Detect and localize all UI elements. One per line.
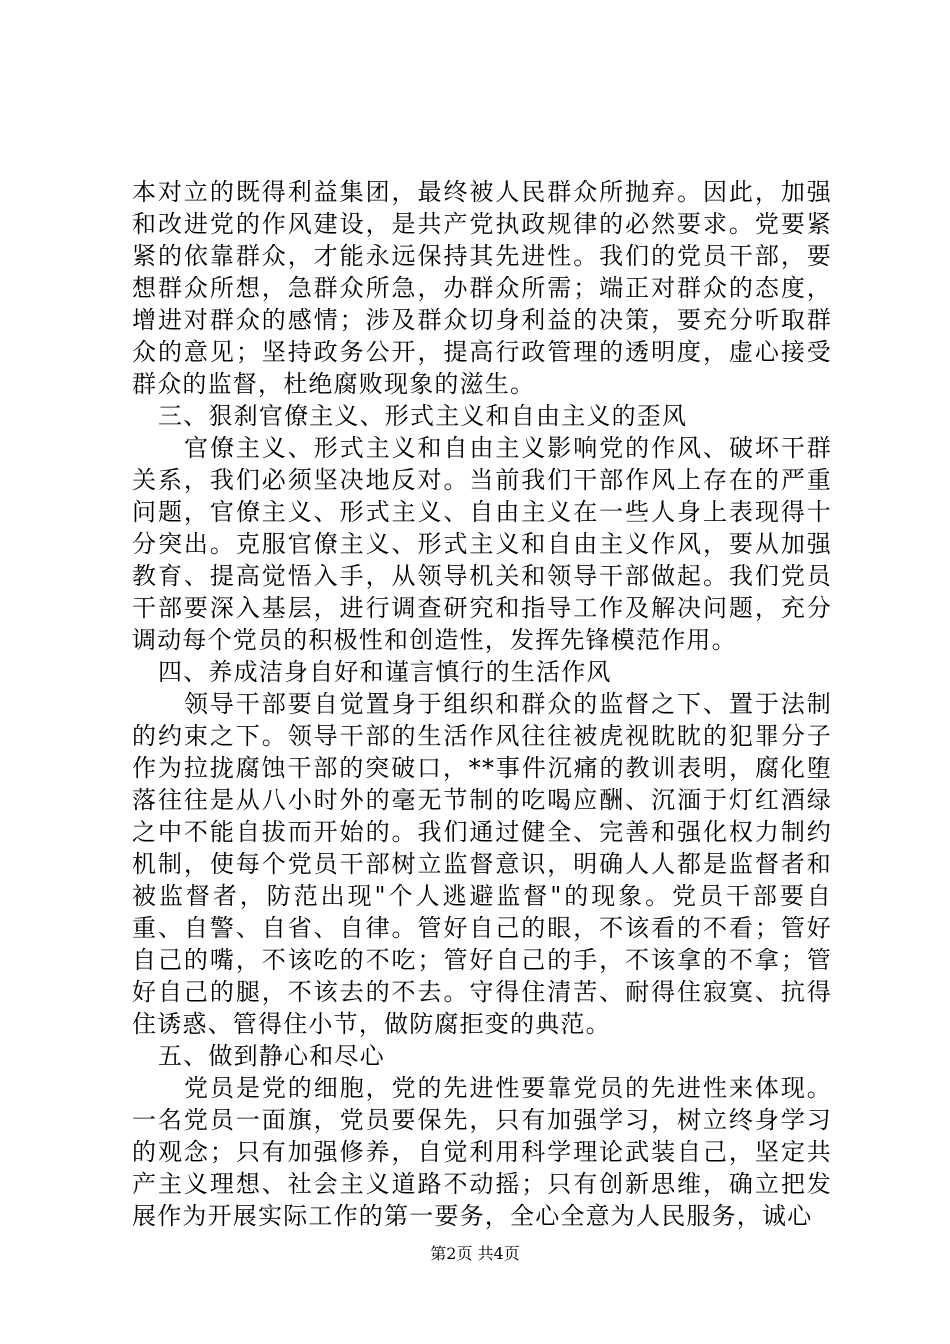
paragraph-section-5: 党员是党的细胞，党的先进性要靠党员的先进性来体现。一名党员一面旗，党员要保先，只有加强学习，树立终身学习的观念；只有加强修养，自觉利用科学理论武装自己，坚定共产主义理想、社会主义道路不动摇；只有创新思维，确立把发展作为开展实际工作的第一要务，全心全意为人民服务，诚心 (132, 1074, 832, 1230)
page-footer: 第2页 共4页 (430, 1244, 520, 1263)
section-heading-3: 三、狠刹官僚主义、形式主义和自由主义的歪风 (158, 402, 688, 430)
section-heading-4: 四、养成洁身自好和谨言慎行的生活作风 (158, 658, 612, 686)
paragraph-section-3: 官僚主义、形式主义和自由主义影响党的作风、破坏干群关系，我们必须坚决地反对。当前我们干部作风上存在的严重问题，官僚主义、形式主义、自由主义在一些人身上表现得十分突出。克服官僚主义、形式主义和自由主义作风，要从加强教育、提高觉悟入手，从领导机关和领导干部做起。我们党员干部要深入基层，进行调查研究和指导工作及解决问题，充分调动每个党员的积极性和创造性，发挥先锋模范作用。 (132, 434, 832, 654)
paragraph-continuation: 本对立的既得利益集团，最终被人民群众所抛弃。因此，加强和改进党的作风建设，是共产党执政规律的必然要求。党要紧紧的依靠群众，才能永远保持其先进性。我们的党员干部，要想群众所想，急群众所急，办群众所需；端正对群众的态度，增进对群众的感情；涉及群众切身利益的决策，要充分听取群众的意见；坚持政务公开，提高行政管理的透明度，虚心接受群众的监督，杜绝腐败现象的滋生。 (132, 178, 832, 398)
paragraph-section-4: 领导干部要自觉置身于组织和群众的监督之下、置于法制的约束之下。领导干部的生活作风往往被虎视眈眈的犯罪分子作为拉拢腐蚀干部的突破口，**事件沉痛的教训表明，腐化堕落往往是从八小时外的毫无节制的吃喝应酬、沉湎于灯红酒绿之中不能自拔而开始的。我们通过健全、完善和强化权力制约机制，使每个党员干部树立监督意识，明确人人都是监督者和被监督者，防范出现"个人逃避监督"的现象。党员干部要自重、自警、自省、自律。管好自己的眼，不该看的不看；管好自己的嘴，不该吃的不吃；管好自己的手，不该拿的不拿；管好自己的腿，不该去的不去。守得住清苦、耐得住寂寞、抗得住诱惑、管得住小节，做防腐拒变的典范。 (132, 690, 832, 1038)
document-body (132, 176, 832, 1232)
section-heading-5: 五、做到静心和尽心 (158, 1042, 385, 1070)
